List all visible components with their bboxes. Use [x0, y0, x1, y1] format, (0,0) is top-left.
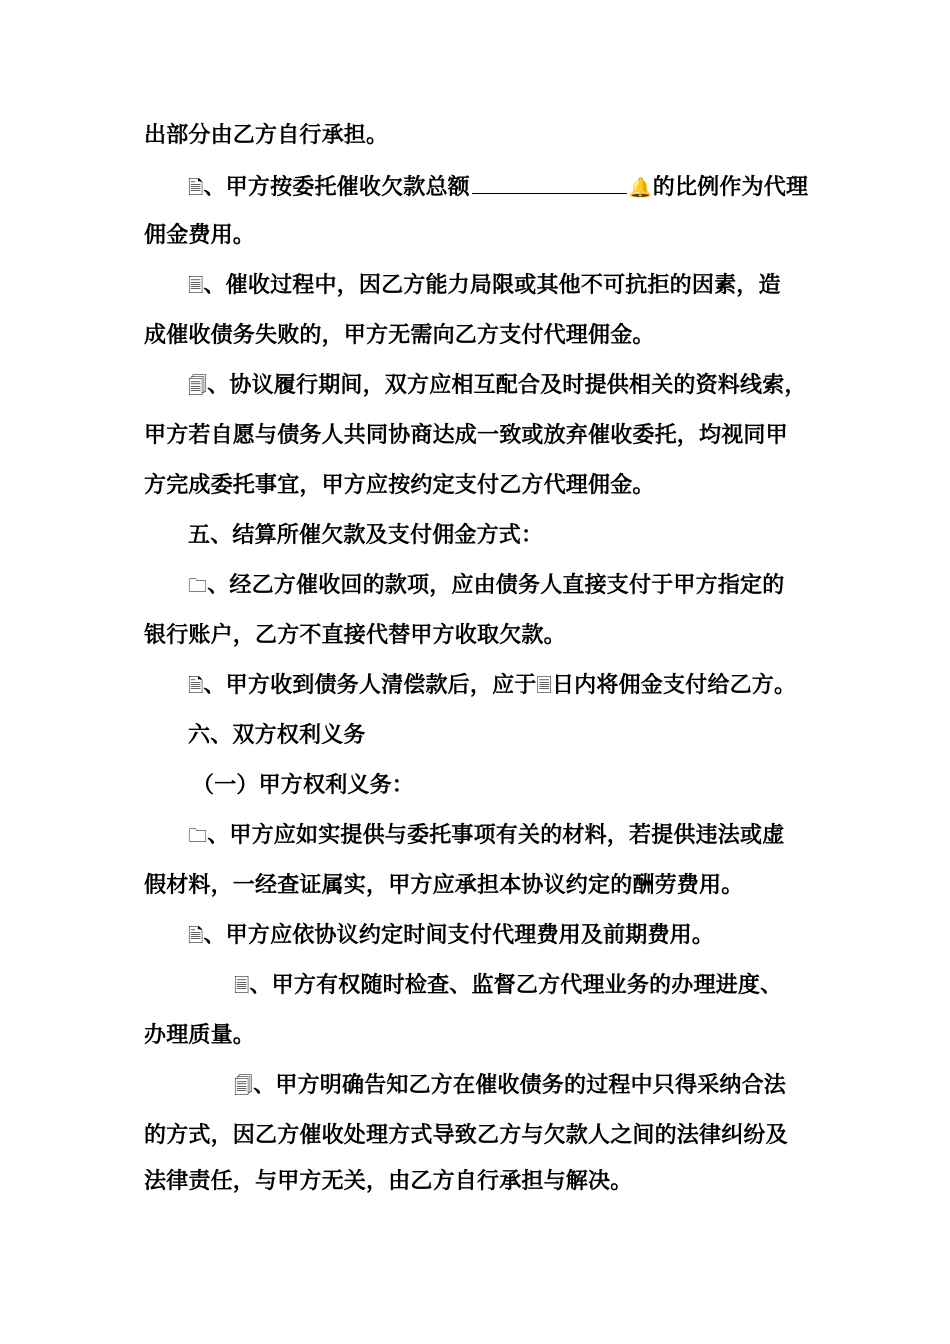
- line-text: 成催收债务失败的，甲方无需向乙方支付代理佣金。: [144, 323, 655, 348]
- list-marker-icon: 🗎: [188, 925, 204, 947]
- subsection-heading: [192, 771, 414, 801]
- paragraph-line: [144, 1167, 632, 1197]
- clause-2-line: [188, 171, 808, 203]
- duty-clause-2-line: [188, 921, 714, 951]
- paragraph-line: [144, 1021, 255, 1051]
- list-marker-icon: 🗏: [234, 975, 250, 997]
- heading-text: 六、双方权利义务: [188, 723, 366, 748]
- list-marker-icon: 🗏: [188, 275, 204, 297]
- paragraph-line: [144, 421, 788, 451]
- line-text: 、催收过程中，因乙方能力局限或其他不可抗拒的因素，造: [203, 273, 781, 298]
- duty-clause-3-line: [234, 971, 782, 1001]
- paragraph-line: [144, 471, 655, 501]
- line-text: 、经乙方催收回的款项，应由债务人直接支付于甲方指定的: [207, 573, 785, 598]
- bell-marker-icon: 🔔: [628, 177, 653, 199]
- paragraph-line: [144, 321, 655, 351]
- settlement-clause-2-line: [188, 671, 796, 701]
- line-text: 假材料，一经查证属实，甲方应承担本协议约定的酬劳费用。: [144, 873, 744, 898]
- line-text: 、甲方应依协议约定时间支付代理费用及前期费用。: [203, 923, 715, 948]
- paragraph-line: [144, 221, 255, 251]
- line-text: 、甲方收到债务人清偿款后，应于: [203, 673, 537, 698]
- duty-clause-4-line: [234, 1071, 786, 1101]
- section-heading: [188, 521, 543, 551]
- paragraph-line: [144, 871, 743, 901]
- line-text: 、甲方有权随时检查、监督乙方代理业务的办理进度、: [249, 973, 783, 998]
- section-heading: [188, 721, 366, 751]
- list-marker-icon: 🗎: [188, 675, 204, 697]
- line-text: 法律责任，与甲方无关，由乙方自行承担与解决。: [144, 1169, 633, 1194]
- blank-fill-field: [472, 171, 627, 194]
- paragraph-line: [144, 621, 566, 651]
- heading-text: 五、结算所催欠款及支付佣金方式：: [188, 523, 544, 548]
- folder-marker-icon: 🗀: [188, 575, 208, 597]
- list-marker-icon: 🗐: [188, 375, 208, 397]
- folder-marker-icon: 🗀: [188, 825, 208, 847]
- line-text: 方完成委托事宜，甲方应按约定支付乙方代理佣金。: [144, 473, 655, 498]
- settlement-clause-1-line: [188, 571, 784, 601]
- clause-3-line: [188, 271, 781, 301]
- heading-text: （一）甲方权利义务：: [192, 773, 415, 798]
- line-text: 办理质量。: [144, 1023, 256, 1048]
- line-text: 出部分由乙方自行承担。: [144, 123, 389, 148]
- list-marker-icon: 🗎: [188, 177, 204, 199]
- line-text: 、甲方明确告知乙方在催收债务的过程中只得采纳合法: [253, 1073, 786, 1098]
- paragraph-line: [144, 121, 388, 151]
- line-text: 甲方若自愿与债务人共同协商达成一致或放弃催收委托，均视同甲: [144, 423, 788, 448]
- line-text: 、甲方应如实提供与委托事项有关的材料，若提供违法或虚: [207, 823, 785, 848]
- paragraph-line: [144, 1121, 788, 1151]
- list-marker-icon: 🗐: [234, 1075, 254, 1097]
- line-text: 佣金费用。: [144, 223, 256, 248]
- line-text: 的比例作为代理: [652, 175, 809, 200]
- clause-4-line: [188, 371, 807, 401]
- line-text: 银行账户，乙方不直接代替甲方收取欠款。: [144, 623, 566, 648]
- line-text: 、甲方按委托催收欠款总额: [203, 175, 470, 200]
- duty-clause-1-line: [188, 821, 784, 851]
- number-marker-icon: 🗏: [536, 675, 552, 697]
- line-text: 的方式，因乙方催收处理方式导致乙方与欠款人之间的法律纠纷及: [144, 1123, 788, 1148]
- line-text: 日内将佣金支付给乙方。: [551, 673, 797, 698]
- line-text: 、协议履行期间，双方应相互配合及时提供相关的资料线索，: [207, 373, 807, 398]
